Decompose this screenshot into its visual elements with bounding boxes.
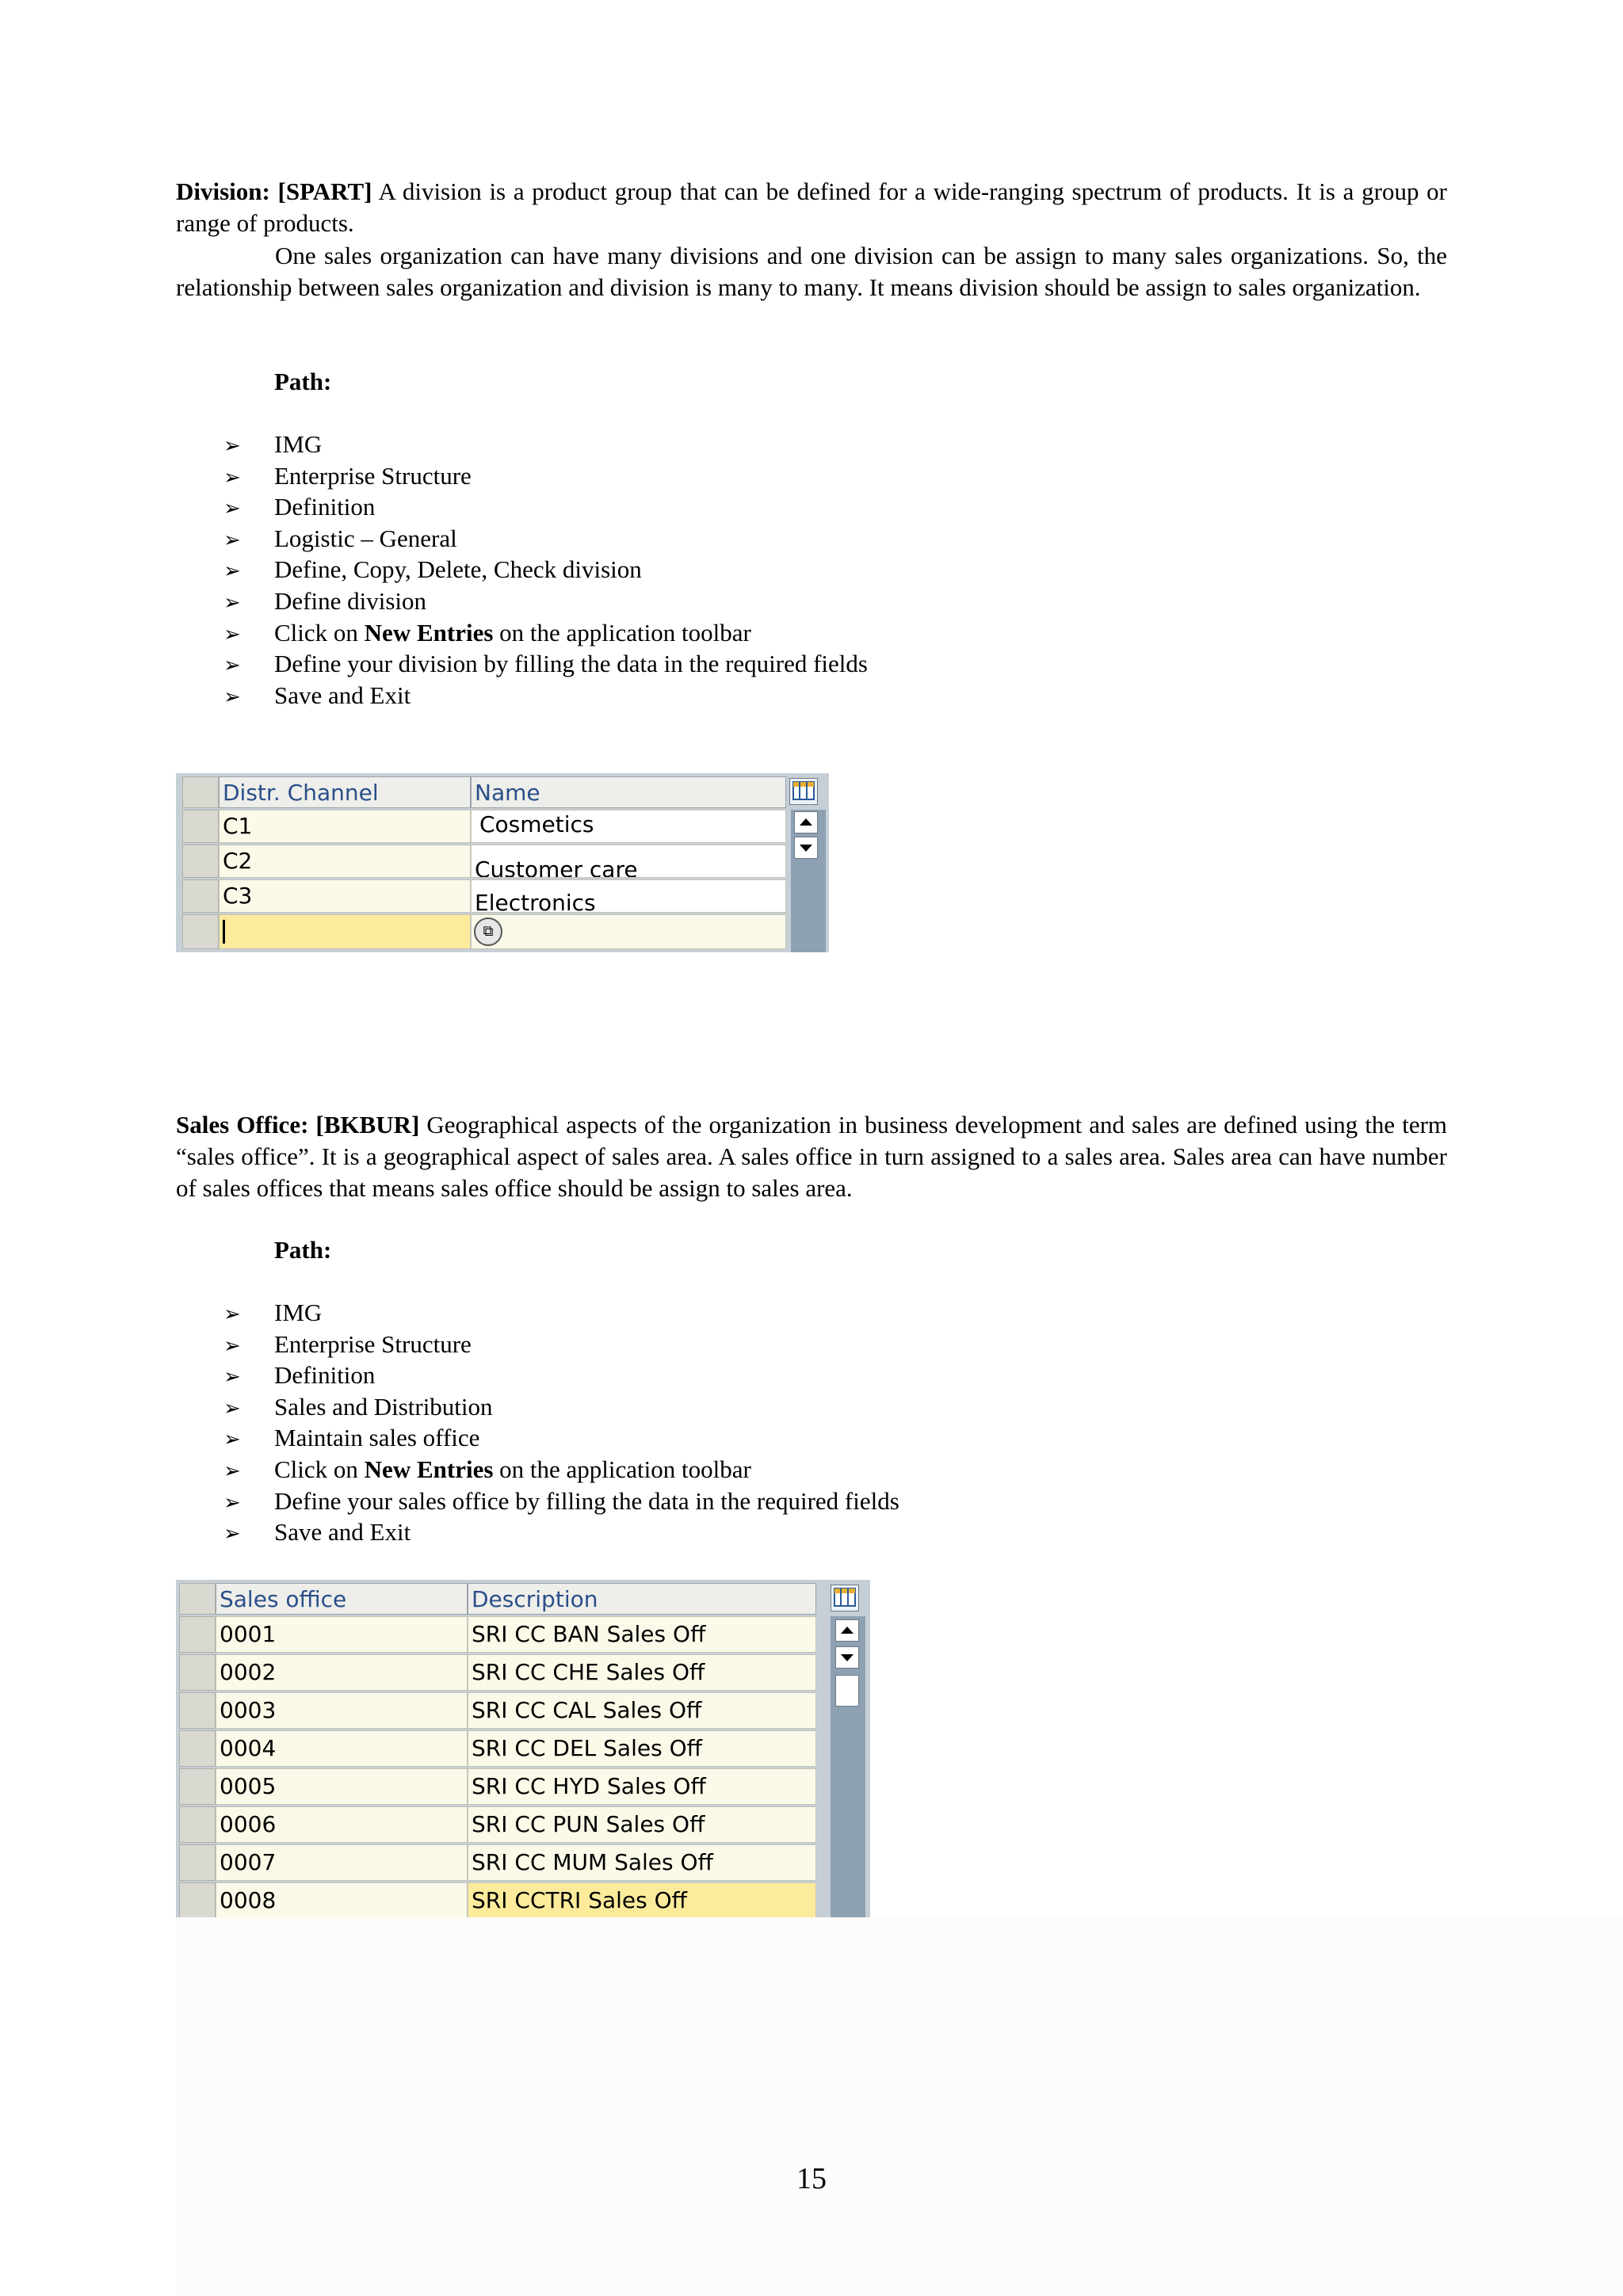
column-header-description[interactable]: Description — [468, 1583, 816, 1615]
table-row-code[interactable]: 0002 — [216, 1654, 468, 1691]
list-item: ➢ Maintain sales office — [223, 1422, 899, 1454]
table-settings-icon[interactable] — [789, 778, 818, 805]
list-item: ➢ Define your division by filling the data in the required fields — [223, 648, 868, 680]
arrow-bullet-icon: ➢ — [223, 1459, 241, 1483]
table-row-description[interactable]: SRI CC CAL Sales Off — [468, 1692, 816, 1729]
division-paragraph-2: One sales organization can have many divisions and one division can be assign to many sales organizations. So, the relationship between sales organization and division is many to many. It means division should be assign to sales organization. — [176, 242, 1447, 301]
table-row-description[interactable]: SRI CC BAN Sales Off — [468, 1616, 816, 1653]
table-row-code[interactable]: C3 — [219, 879, 471, 913]
sales-office-path-list — [223, 1297, 899, 1548]
row-selector[interactable] — [179, 1730, 216, 1767]
arrow-bullet-icon: ➢ — [223, 1490, 241, 1515]
division-path-list — [223, 429, 868, 711]
list-item: ➢ Enterprise Structure — [223, 460, 868, 492]
table-row-code[interactable]: 0005 — [216, 1768, 468, 1805]
page-background-region — [176, 1917, 1623, 2296]
scroll-up-icon[interactable] — [794, 811, 818, 833]
table-row-name[interactable]: Electronics — [471, 879, 786, 913]
scroll-down-icon[interactable] — [794, 837, 818, 859]
division-intro: A division is a product group that can be defined for a wide-ranging spectrum of products. It is a group or range of products. — [176, 177, 1447, 237]
scroll-up-icon[interactable] — [835, 1619, 859, 1642]
table-row-code[interactable]: C1 — [219, 810, 471, 843]
scroll-down-icon[interactable] — [835, 1646, 859, 1669]
list-item: ➢ Logistic – General — [223, 523, 868, 555]
arrow-bullet-icon: ➢ — [223, 465, 241, 490]
arrow-bullet-icon: ➢ — [223, 1522, 241, 1547]
row-selector[interactable] — [179, 1768, 216, 1805]
list-item: ➢ Definition — [223, 1360, 899, 1391]
table-row-description[interactable]: SRI CC HYD Sales Off — [468, 1768, 816, 1805]
table-settings-icon[interactable] — [831, 1585, 859, 1611]
row-selector[interactable] — [182, 914, 219, 949]
row-selector[interactable] — [179, 1844, 216, 1881]
division-path-label: Path: — [274, 368, 332, 395]
distribution-channel-table — [176, 773, 829, 952]
column-header-sales-office[interactable]: Sales office — [216, 1583, 468, 1615]
list-item: ➢ Definition — [223, 491, 868, 523]
list-item: ➢ Click on New Entries on the application toolbar — [223, 1454, 899, 1486]
arrow-bullet-icon: ➢ — [223, 1396, 241, 1421]
list-item: ➢ Sales and Distribution — [223, 1391, 899, 1423]
row-selector[interactable] — [182, 879, 219, 913]
sales-office-term: Sales Office: [BKBUR] — [176, 1111, 420, 1138]
column-header-distr-channel[interactable]: Distr. Channel — [219, 776, 471, 808]
new-entry-code-input[interactable] — [219, 914, 471, 949]
table-row-description[interactable]: SRI CC MUM Sales Off — [468, 1844, 816, 1881]
arrow-bullet-icon: ➢ — [223, 497, 241, 521]
arrow-bullet-icon: ➢ — [223, 434, 241, 458]
table-row-name[interactable]: Cosmetics — [471, 810, 786, 843]
table-row-description[interactable]: SRI CC PUN Sales Off — [468, 1806, 816, 1843]
select-all-cell[interactable] — [179, 1583, 216, 1615]
arrow-bullet-icon: ➢ — [223, 685, 241, 709]
table-row-code[interactable]: 0004 — [216, 1730, 468, 1767]
list-item: ➢ Define division — [223, 585, 868, 617]
table-row-name[interactable]: Customer care — [471, 845, 786, 878]
list-item: ➢ Save and Exit — [223, 680, 868, 711]
table-row-code[interactable]: 0008 — [216, 1882, 468, 1919]
list-item: ➢ Enterprise Structure — [223, 1329, 899, 1360]
arrow-bullet-icon: ➢ — [223, 1302, 241, 1326]
row-selector[interactable] — [179, 1616, 216, 1653]
table-row-code[interactable]: C2 — [219, 845, 471, 878]
list-item: ➢ IMG — [223, 429, 868, 460]
division-paragraph — [176, 176, 1447, 239]
new-entry-name-input[interactable] — [471, 914, 786, 949]
table-row-description[interactable]: SRI CC DEL Sales Off — [468, 1730, 816, 1767]
table-row-code[interactable]: 0007 — [216, 1844, 468, 1881]
list-item: ➢ Define your sales office by filling the data in the required fields — [223, 1486, 899, 1517]
sales-office-paragraph — [176, 1109, 1447, 1204]
list-item: ➢ Click on New Entries on the application toolbar — [223, 617, 868, 649]
scroll-thumb[interactable] — [835, 1675, 859, 1707]
page-number: 15 — [796, 2162, 827, 2195]
row-selector[interactable] — [179, 1806, 216, 1843]
row-selector[interactable] — [179, 1882, 216, 1919]
arrow-bullet-icon: ➢ — [223, 1333, 241, 1358]
table-row-description[interactable]: SRI CC CHE Sales Off — [468, 1654, 816, 1691]
table-row-code[interactable]: 0006 — [216, 1806, 468, 1843]
arrow-bullet-icon: ➢ — [223, 1365, 241, 1390]
division-term: Division: [SPART] — [176, 177, 372, 205]
arrow-bullet-icon: ➢ — [223, 622, 241, 646]
list-item: ➢ IMG — [223, 1297, 899, 1329]
row-selector[interactable] — [179, 1654, 216, 1691]
row-selector[interactable] — [182, 845, 219, 878]
table-row-description-editing[interactable]: SRI CCTRI Sales Off — [468, 1882, 816, 1919]
arrow-bullet-icon: ➢ — [223, 654, 241, 678]
sales-office-path-label: Path: — [274, 1236, 332, 1264]
sales-office-intro: Geographical aspects of the organization in business development and sales are defined using the term “sales office”. It is a geographical aspect of sales area. A sales office in turn assigned to a sales area. Sales area can have number of sales offices that means sales office should be assign to sales area. — [176, 1111, 1448, 1202]
column-header-name[interactable]: Name — [471, 776, 786, 808]
arrow-bullet-icon: ➢ — [223, 528, 241, 552]
sales-office-table — [176, 1580, 870, 1919]
row-selector[interactable] — [182, 810, 219, 843]
select-all-cell[interactable] — [182, 776, 219, 808]
value-help-icon[interactable]: ⧉ — [474, 917, 502, 946]
row-selector[interactable] — [179, 1692, 216, 1729]
arrow-bullet-icon: ➢ — [223, 590, 241, 615]
list-item: ➢ Save and Exit — [223, 1516, 899, 1548]
list-item: ➢ Define, Copy, Delete, Check division — [223, 554, 868, 585]
table-row-code[interactable]: 0003 — [216, 1692, 468, 1729]
arrow-bullet-icon: ➢ — [223, 559, 241, 584]
arrow-bullet-icon: ➢ — [223, 1428, 241, 1452]
table-row-code[interactable]: 0001 — [216, 1616, 468, 1653]
